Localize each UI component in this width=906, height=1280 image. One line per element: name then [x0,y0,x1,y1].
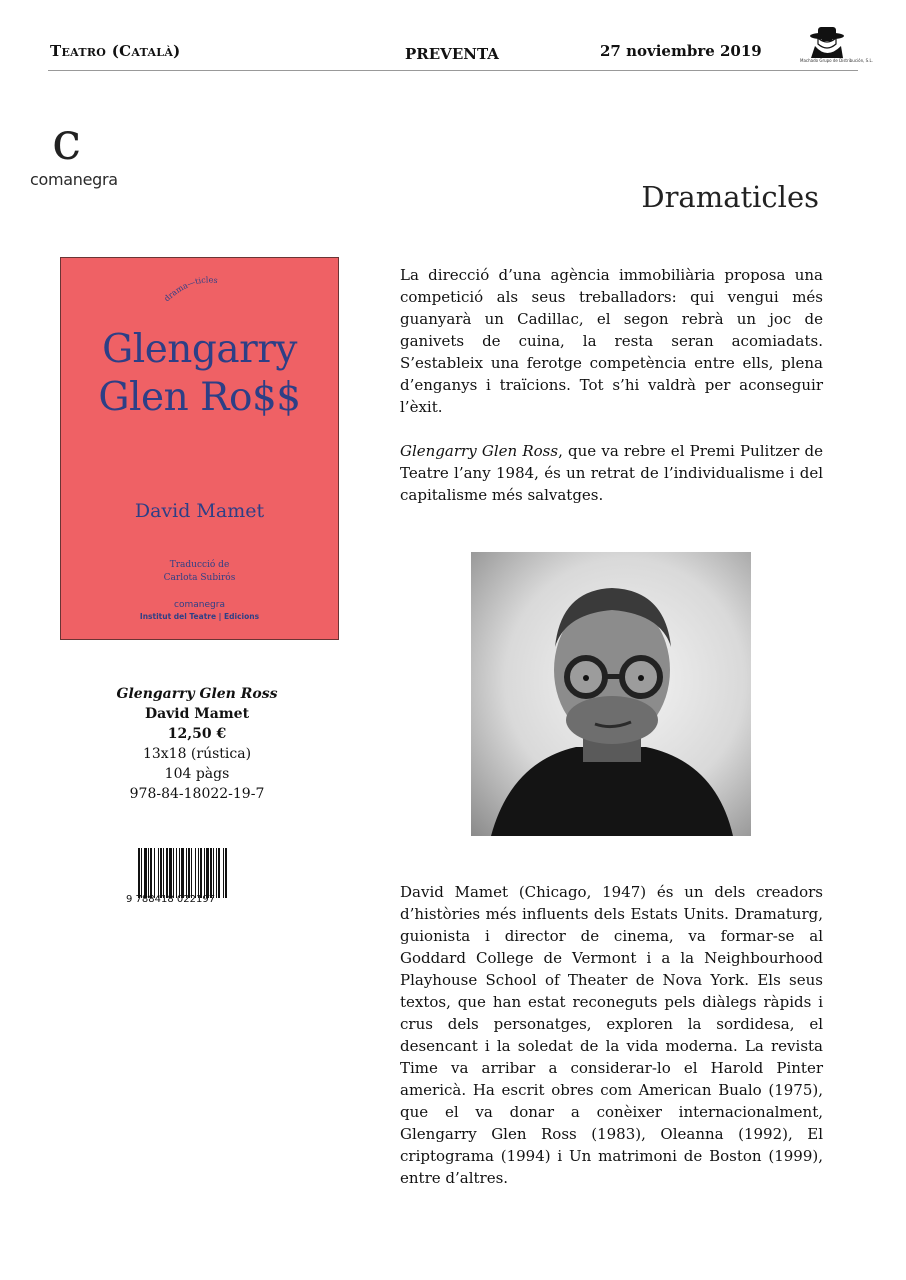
distributor-caption: Machado Grupo de Distribución, S.L. [800,58,873,63]
barcode-bar [213,848,214,898]
header-divider [48,70,858,71]
barcode-bar [163,848,164,898]
barcode-digits: 9 788418 022197 [126,894,216,905]
barcode-bar [210,848,212,898]
barcode-bar [223,848,224,898]
barcode-bar [186,848,187,898]
isbn-barcode [126,848,256,910]
barcode-bar [160,848,162,898]
cover-title-line1: Glengarry [102,327,297,372]
distributor-logo [800,24,873,66]
publisher-logo-mark: c [52,112,82,172]
barcode-bar [158,848,159,898]
award-paragraph [400,440,823,506]
barcode-bar [179,848,180,898]
hat-figure-icon [800,24,860,58]
barcode-bar [173,848,174,898]
cover-collection-mark [159,268,239,308]
barcode-bar [166,848,168,898]
book-cover [60,257,339,640]
barcode-bar [181,848,184,898]
barcode-bar [225,848,227,898]
book-author: David Mamet [144,706,250,722]
barcode-bar [198,848,199,898]
header-section: Teatro (Català) [50,42,181,60]
barcode-bar [154,848,155,898]
barcode-bar [204,848,205,898]
book-pages: 104 pàgs [164,766,230,782]
barcode-bar [169,848,172,898]
barcode-bar [206,848,209,898]
book-format: 13x18 (rústica) [142,746,252,762]
award-text: , que va rebre el Premi Pulitzer de Teatre l’any 1984, és un retrat de l’individualisme i del capitalisme més salvatges. [400,442,823,504]
barcode-bar [191,848,192,898]
header-date: 27 noviembre 2019 [600,42,762,60]
barcode-bar [200,848,202,898]
book-isbn: 978-84-18022-19-7 [129,786,265,802]
book-details [97,684,297,804]
synopsis-text: La direcció d’una agència immobiliària proposa una competició als seus treballadors: qui vengui més guanyarà un Cadillac, el segon rebrà un joc de ganivets de cuina, la resta seran acomiadats. S’estableix una ferotge competència entre ells, plena d’enganys i traïcions. Tot s’hi valdrà per aconseguir l’èxit. [400,266,823,416]
author-photo [471,552,751,836]
barcode-bar [148,848,149,898]
barcode-bar [150,848,152,898]
barcode-bar [138,848,140,898]
barcode-bars-icon [138,848,254,898]
collection-title: Dramaticles [641,180,819,214]
cover-title-line2: Glen Ro$$ [98,375,301,420]
publisher-logo-name: comanegra [30,170,118,189]
cover-publisher: comanegra [174,600,225,610]
barcode-bar [176,848,177,898]
svg-text:drama—ticles [162,275,218,303]
cover-translator: Carlota Subirós [163,573,236,583]
barcode-bar [195,848,196,898]
header-status: PREVENTA [405,45,499,63]
cover-copublisher: Institut del Teatre | Edicions [139,612,260,621]
barcode-bar [141,848,142,898]
book-price: 12,50 € [167,726,227,742]
publisher-logo [30,112,140,193]
cover-translation-label: Traducció de [169,560,230,570]
barcode-bar [216,848,217,898]
barcode-bar [188,848,190,898]
cover-collection-mark-text: drama—ticles [162,275,219,304]
barcode-bar [144,848,147,898]
author-portrait-icon [471,552,751,836]
book-title: Glengarry Glen Ross [116,686,278,702]
award-book-title: Glengarry Glen Ross [400,442,559,460]
barcode-bar [218,848,220,898]
author-bio: David Mamet (Chicago, 1947) és un dels creadors d’històries més influents dels Estats Units. Dramaturg, guionista i director de cinema, va formar-se al Goddard College de Vermont i a la Neighbourhood Playhouse School of Theater de Nova York. Els seus textos, que han estat reconeguts pels diàlegs ràpids i crus dels personatges, exploren la sordidesa, el desencant i la soledat de la vida moderna. La revista Time va arribar a considerar-lo el Harold Pinter americà. Ha escrit obres com American Bualo (1975), que el va donar a conèixer internacionalment, Glengarry Glen Ross (1983), Oleanna (1992), El criptograma (1994) i Un matrimoni de Boston (1999), entre d’altres. [400,883,823,1187]
cover-author: David Mamet [134,500,265,522]
